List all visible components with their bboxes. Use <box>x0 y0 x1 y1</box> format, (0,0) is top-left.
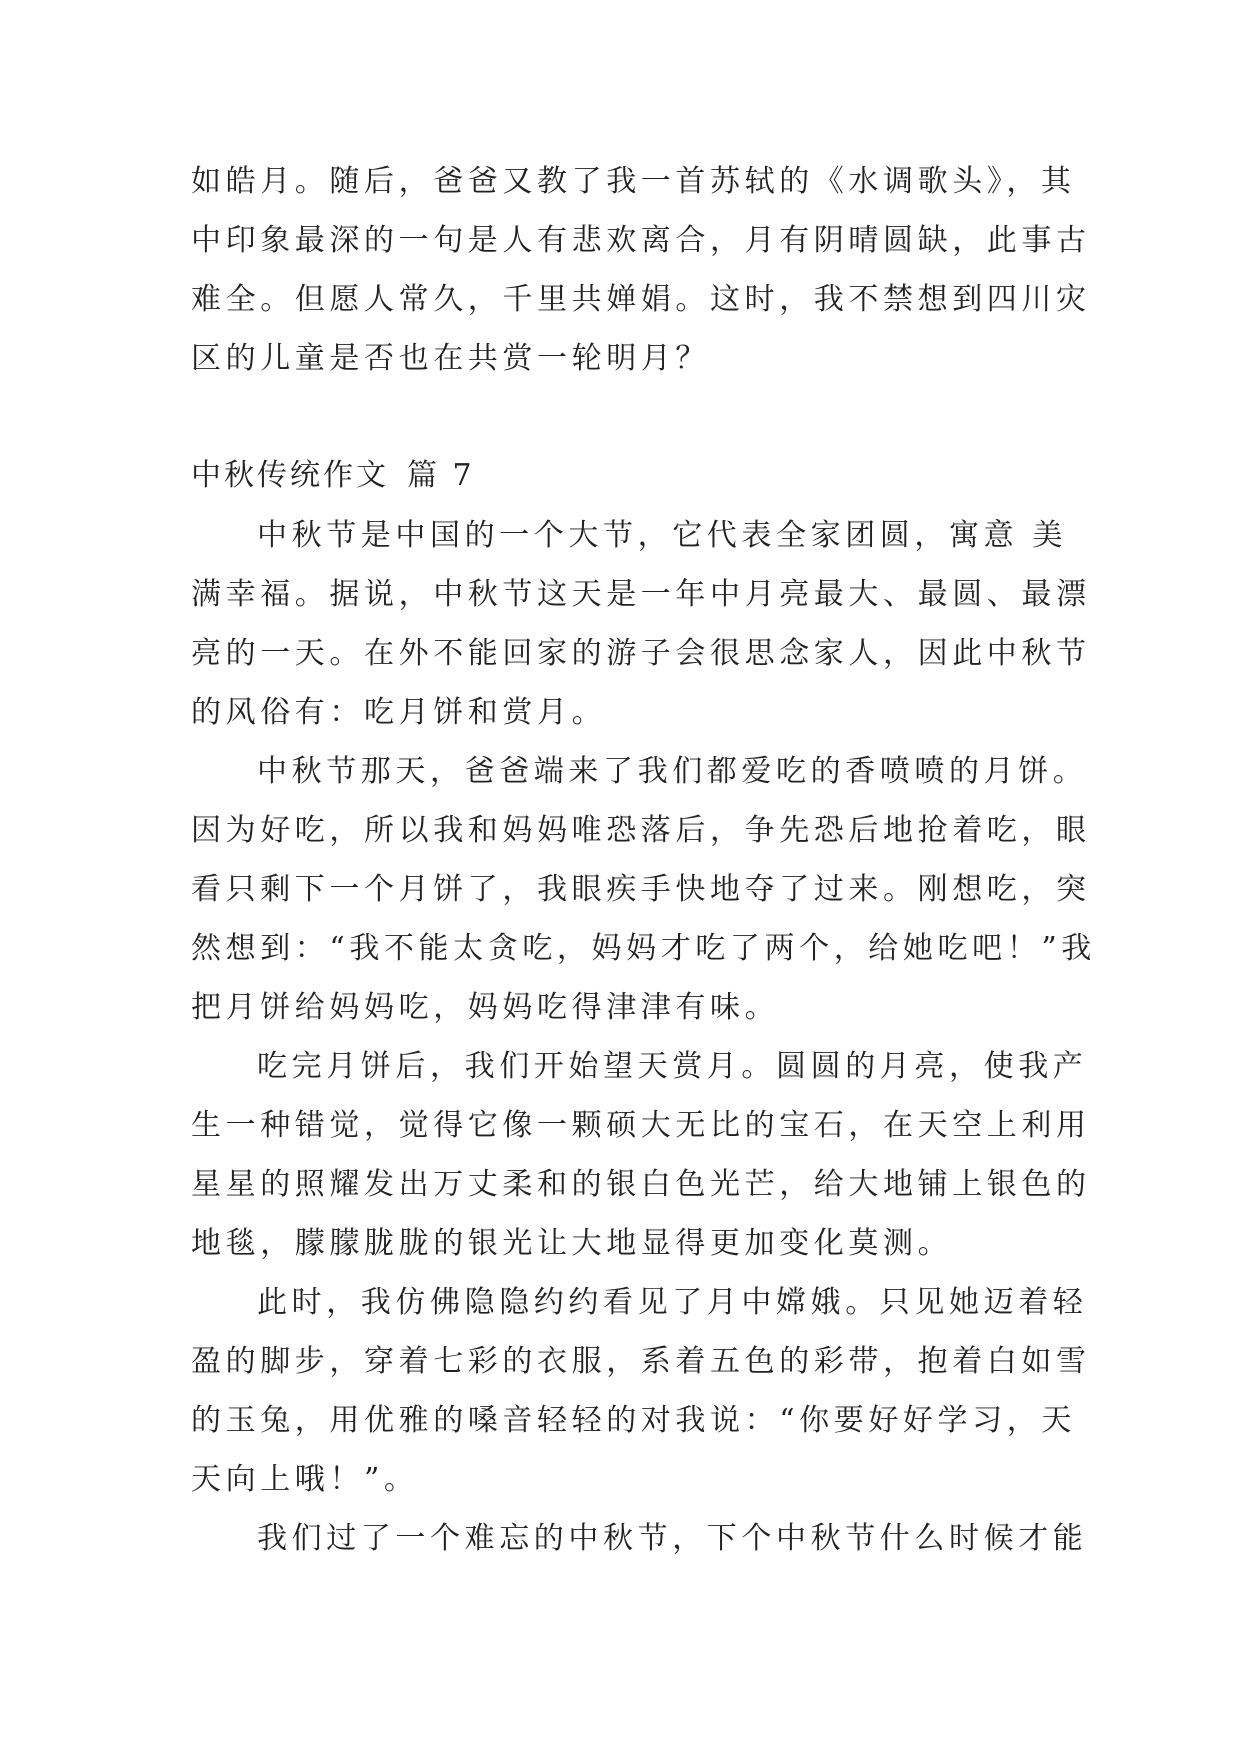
paragraph-line: 地毯，朦朦胧胧的银光让大地显得更加变化莫测。 <box>191 1226 953 1261</box>
paragraph-line: 满幸福。据说，中秋节这天是一年中月亮最大、最圆、最漂 <box>191 577 1091 612</box>
paragraph-line: 此时，我仿佛隐隐约约看见了月中嫦娥。只见她迈着轻 <box>257 1285 1088 1320</box>
paragraph-line: 我们过了一个难忘的中秋节，下个中秋节什么时候才能 <box>257 1521 1088 1556</box>
essay-body <box>191 506 1096 1568</box>
paragraph-line: 中秋节是中国的一个大节，它代表全家团圆，寓意 美 <box>257 518 1067 553</box>
section-number: 篇 7 <box>407 458 475 493</box>
paragraph-line: 天向上哦！”。 <box>191 1462 419 1497</box>
paragraph-line: 如皓月。随后，爸爸又教了我一首苏轼的《水调歌头》，其 <box>191 164 1076 199</box>
paragraph <box>191 1509 1088 1568</box>
section-title: 中秋传统作文 <box>191 458 389 493</box>
continuation-paragraph <box>191 152 1091 388</box>
paragraph-line: 的风俗有：吃月饼和赏月。 <box>191 695 607 730</box>
paragraph <box>191 1273 1091 1509</box>
paragraph-line: 因为好吃，所以我和妈妈唯恐落后，争先恐后地抢着吃，眼 <box>191 813 1091 848</box>
paragraph-line: 的玉兔，用优雅的嗓音轻轻的对我说：“你要好好学习，天 <box>191 1403 1076 1438</box>
paragraph-line: 把月饼给妈妈吃，妈妈吃得津津有味。 <box>191 990 780 1025</box>
paragraph-line: 看只剩下一个月饼了，我眼疾手快地夺了过来。刚想吃，突 <box>191 872 1091 907</box>
paragraph-line: 然想到：“我不能太贪吃，妈妈才吃了两个，给她吃吧！”我 <box>191 931 1096 966</box>
paragraph-line: 亮的一天。在外不能回家的游子会很思念家人，因此中秋节 <box>191 636 1091 671</box>
paragraph-line: 中印象最深的一句是人有悲欢离合，月有阴晴圆缺，此事古 <box>191 223 1091 258</box>
paragraph <box>191 1037 1091 1273</box>
paragraph-line: 生一种错觉，觉得它像一颗硕大无比的宝石，在天空上利用 <box>191 1108 1091 1143</box>
paragraph-line: 区的儿童是否也在共赏一轮明月？ <box>191 341 710 376</box>
paragraph-line: 盈的脚步，穿着七彩的衣服，系着五色的彩带，抱着白如雪 <box>191 1344 1091 1379</box>
paragraph-line: 吃完月饼后，我们开始望天赏月。圆圆的月亮，使我产 <box>257 1049 1088 1084</box>
section-heading <box>191 446 475 505</box>
paragraph-line: 中秋节那天，爸爸端来了我们都爱吃的香喷喷的月饼。 <box>257 754 1088 789</box>
paragraph <box>191 506 1091 742</box>
paragraph-line: 星星的照耀发出万丈柔和的银白色光芒，给大地铺上银色的 <box>191 1167 1091 1202</box>
paragraph <box>191 742 1096 1037</box>
paragraph-line: 难全。但愿人常久，千里共婵娟。这时，我不禁想到四川灾 <box>191 282 1091 317</box>
